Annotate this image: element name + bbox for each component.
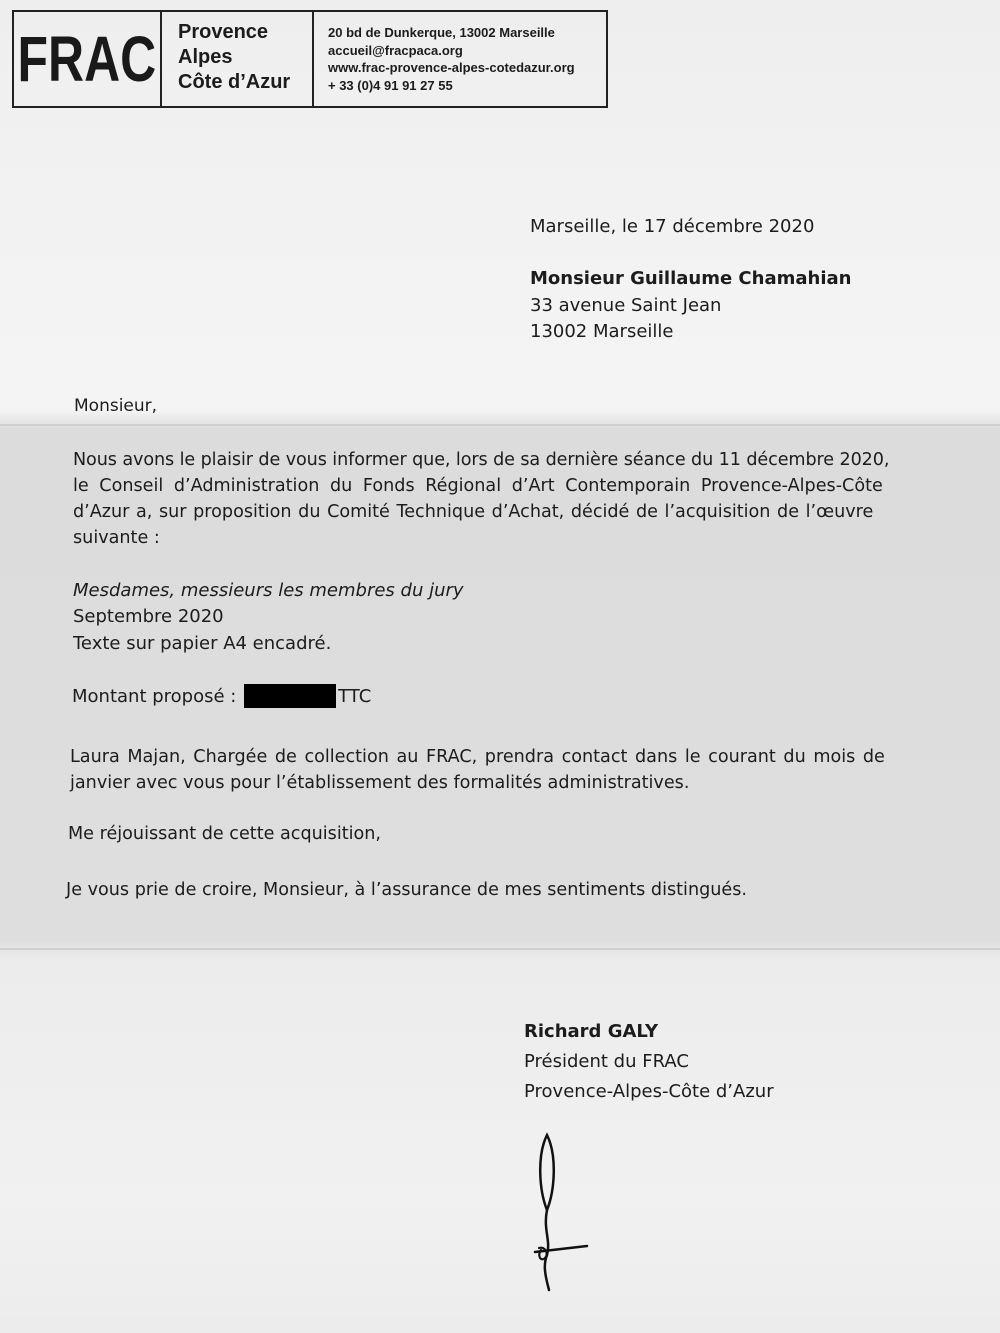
- closing-line: Je vous prie de croire, Monsieur, à l’assurance de mes sentiments distingués.: [66, 880, 747, 900]
- letterhead-email: accueil@fracpaca.org: [328, 42, 463, 58]
- letterhead-contact: [314, 12, 575, 106]
- letterhead: [12, 10, 608, 108]
- intro-line-1: Nous avons le plaisir de vous informer que, lors de sa dernière séance du 11 décembre 2020,: [73, 450, 890, 470]
- letterhead-region: [162, 12, 314, 106]
- intro-line-4: suivante :: [73, 528, 160, 548]
- rejoice-line: Me réjouissant de cette acquisition,: [68, 824, 382, 844]
- region-line-2: Alpes: [178, 46, 233, 68]
- paper-fold-upper: [0, 424, 1000, 426]
- signatory-region: Provence-Alpes-Côte d’Azur: [524, 1081, 774, 1102]
- recipient-name: Monsieur Guillaume Chamahian: [530, 268, 852, 289]
- contact-line-1: Laura Majan, Chargée de collection au FRAC, prendra contact dans le courant du mois de: [70, 747, 885, 767]
- artwork-medium: Texte sur papier A4 encadré.: [73, 633, 332, 654]
- signatory-name: Richard GALY: [524, 1021, 659, 1042]
- frac-logo-text: FRAC: [17, 23, 157, 95]
- region-line-3: Côte d’Azur: [178, 71, 291, 93]
- paper-fold-lower: [0, 948, 1000, 950]
- letterhead-address: 20 bd de Dunkerque, 13002 Marseille: [328, 25, 555, 40]
- intro-line-2: le Conseil d’Administration du Fonds Régional d’Art Contemporain Provence-Alpes-Côte: [73, 476, 883, 496]
- redacted-amount: [244, 684, 336, 708]
- signatory-title: Président du FRAC: [524, 1051, 689, 1072]
- handwritten-signature: [525, 1130, 595, 1295]
- letterhead-phone: + 33 (0)4 91 91 27 55: [328, 77, 453, 93]
- recipient-street: 33 avenue Saint Jean: [530, 295, 722, 316]
- artwork-title: Mesdames, messieurs les membres du jury: [73, 580, 464, 601]
- recipient-city: 13002 Marseille: [530, 321, 674, 342]
- contact-line-2: janvier avec vous pour l’établissement des formalités administratives.: [70, 773, 690, 793]
- amount-suffix: TTC: [338, 686, 372, 707]
- frac-logo: [14, 12, 162, 106]
- letter-date: Marseille, le 17 décembre 2020: [530, 216, 815, 237]
- artwork-date: Septembre 2020: [73, 606, 224, 627]
- region-line-1: Provence: [178, 21, 269, 43]
- amount-line: [72, 684, 371, 710]
- salutation: Monsieur,: [74, 396, 158, 416]
- amount-label: Montant proposé :: [72, 686, 237, 707]
- intro-line-3: d’Azur a, sur proposition du Comité Technique d’Achat, décidé de l’acquisition de l’œuvre: [73, 502, 874, 522]
- letterhead-website: www.frac-provence-alpes-cotedazur.org: [328, 60, 575, 75]
